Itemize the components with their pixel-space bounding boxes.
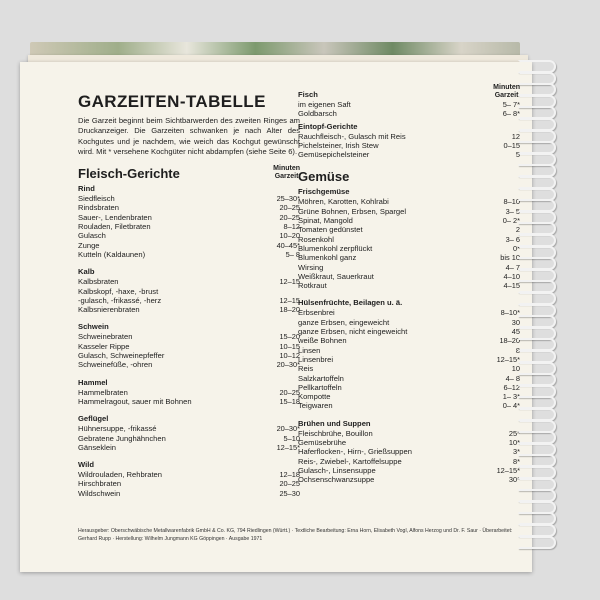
- item-time: 3*: [513, 447, 520, 457]
- item-label: Linsenbrei: [298, 354, 334, 364]
- item-label: Kalbskopf, -haxe, -brust: [78, 286, 159, 296]
- item-time: 45: [511, 327, 520, 337]
- item-time: 8–10*: [500, 308, 520, 318]
- item-label: Erbsenbrei: [298, 308, 335, 318]
- item-label: Kalbsnierenbraten: [78, 305, 140, 315]
- item-time: 12–15*: [496, 465, 520, 475]
- item-label: ganze Erbsen, eingeweicht: [298, 317, 390, 327]
- table-row: [78, 332, 300, 341]
- item-label: Gänseklein: [78, 442, 116, 452]
- item-time: 10–12: [279, 351, 300, 361]
- table-row: [78, 194, 300, 203]
- table-row: [298, 346, 520, 355]
- column-header: Minuten Garzeit: [493, 84, 520, 99]
- table-row: [78, 424, 300, 433]
- column-header: Minuten Garzeit: [273, 165, 300, 181]
- table-row: [298, 132, 520, 141]
- table-row: [78, 305, 300, 314]
- group-title: Hülsenfrüchte, Beilagen u. ä.: [298, 298, 403, 308]
- item-time: 0– 4*: [502, 401, 520, 411]
- table-row: [78, 213, 300, 222]
- item-label: Rauchfleisch-, Gulasch mit Reis: [298, 131, 406, 141]
- fisch-header: [298, 84, 520, 100]
- item-time: 8*: [513, 456, 520, 466]
- item-label: Sauer-, Lendenbraten: [78, 212, 152, 222]
- table-row: [78, 470, 300, 479]
- eintopf-title: Eintopf-Gerichte: [298, 121, 358, 131]
- item-time: 6– 8*: [502, 109, 520, 119]
- item-time: 12–18: [279, 470, 300, 480]
- item-time: 18–20: [499, 336, 520, 346]
- item-time: 8–10: [503, 197, 520, 207]
- table-row: [78, 277, 300, 286]
- item-label: Rindsbraten: [78, 203, 119, 213]
- item-time: 10–20: [279, 231, 300, 241]
- table-row: [298, 392, 520, 401]
- item-time: 4– 8: [505, 373, 520, 383]
- item-label: Salzkartoffeln: [298, 373, 344, 383]
- item-time: 20–30*: [276, 360, 300, 370]
- item-label: Tomaten gedünstet: [298, 225, 363, 235]
- item-label: Gulasch: [78, 231, 106, 241]
- item-time: 15–18: [279, 396, 300, 406]
- item-time: 10: [511, 364, 520, 374]
- table-row: [298, 141, 520, 150]
- item-label: Hühnersuppe, -frikassé: [78, 424, 157, 434]
- publisher-footer: Herausgeber: Oberschwäbische Metallwarenfabrik GmbH & Co. KG, 794 Riedlingen (Württ.) · Textliche Bearbeitung: Erna Horn, Elisabeth Vogl, Alfons Herzog und Dr. F. Saur · Überarbeitet: Gerhard Rupp · Herstellung: Wilhelm Jungmann KG Göppingen · Ausgabe 1971: [78, 528, 513, 542]
- item-label: Gemüsepichelsteiner: [298, 150, 370, 160]
- item-label: Schweinefüße, -ohren: [78, 360, 153, 370]
- item-time: 30*: [508, 475, 520, 485]
- item-label: Fleischbrühe, Bouillon: [298, 428, 373, 438]
- item-time: 8–12: [283, 222, 300, 232]
- table-row: [298, 355, 520, 364]
- item-label: Gulasch-, Linsensuppe: [298, 465, 376, 475]
- table-row: [298, 150, 520, 159]
- item-time: 25–30: [279, 488, 300, 498]
- intro-text: Die Garzeit beginnt beim Sichtbarwerden des zweiten Ringes am Druckanzeiger. Die Garzeiten schwanken je nach Alter des Kochgutes und je nachdem, wie weich das Kochgut gewünscht wird. Mit * versehene Kochgüter nicht abdampfen (siehe Seite 6).: [78, 116, 300, 156]
- item-label: Gulasch, Schweinepfeffer: [78, 351, 165, 361]
- item-label: -gulasch, -frikassé, -herz: [78, 295, 162, 305]
- item-time: 40–45*: [276, 240, 300, 250]
- item-time: 4– 7: [505, 262, 520, 272]
- item-time: 10*: [508, 438, 520, 448]
- item-label: Pichelsteiner, Irish Stew: [298, 140, 379, 150]
- group-title: Frischgemüse: [298, 187, 350, 197]
- group-title: Brühen und Suppen: [298, 418, 371, 428]
- table-row: [298, 263, 520, 272]
- item-time: 6–12: [503, 382, 520, 392]
- item-time: 15–20: [279, 332, 300, 342]
- item-label: Goldbarsch: [298, 109, 337, 119]
- item-label: Siedfleisch: [78, 194, 115, 204]
- item-time: 20–25: [279, 387, 300, 397]
- table-row: [298, 281, 520, 290]
- item-time: 12–15: [279, 295, 300, 305]
- item-time: 1– 3*: [502, 392, 520, 402]
- table-row: [298, 100, 520, 109]
- item-time: 20–25: [279, 479, 300, 489]
- gemuese-list: [298, 187, 520, 484]
- table-row: [298, 308, 520, 317]
- table-row: [78, 342, 300, 351]
- item-time: 4–15: [503, 281, 520, 291]
- item-label: Schweinebraten: [78, 332, 133, 342]
- item-time: 4–10: [503, 271, 520, 281]
- table-row: [78, 434, 300, 443]
- table-row: [298, 216, 520, 225]
- item-label: Blumenkohl ganz: [298, 253, 357, 263]
- table-row: [298, 447, 520, 456]
- item-label: Reis: [298, 364, 314, 374]
- table-row: [78, 479, 300, 488]
- table-row: [298, 272, 520, 281]
- table-row: [78, 287, 300, 296]
- item-time: 12–15: [279, 277, 300, 287]
- group-title: Geflügel: [78, 414, 109, 424]
- item-label: Kompotte: [298, 392, 331, 402]
- table-row: [78, 203, 300, 212]
- item-time: 3– 6: [505, 234, 520, 244]
- item-label: Blumenkohl zerpflückt: [298, 243, 373, 253]
- item-label: Ochsenschwanzsuppe: [298, 475, 375, 485]
- table-row: [298, 197, 520, 206]
- item-label: Gemüsebrühe: [298, 438, 347, 448]
- item-time: 2: [515, 225, 520, 235]
- table-row: [298, 244, 520, 253]
- item-label: Wildschwein: [78, 488, 121, 498]
- item-time: 5– 7*: [502, 100, 520, 109]
- item-label: Pellkartoffeln: [298, 382, 342, 392]
- item-time: 5–10: [283, 433, 300, 443]
- item-time: 3– 5: [505, 206, 520, 216]
- fisch-list: [298, 100, 520, 119]
- item-time: 0– 2*: [502, 216, 520, 226]
- item-label: Haferflocken-, Hirn-, Grießsuppen: [298, 447, 412, 457]
- item-label: Rosenkohl: [298, 234, 334, 244]
- item-label: Weißkraut, Sauerkraut: [298, 271, 374, 281]
- item-label: Zunge: [78, 240, 100, 250]
- table-row: [298, 429, 520, 438]
- group-title: Wild: [78, 460, 94, 470]
- table-row: [78, 388, 300, 397]
- item-label: Kalbsbraten: [78, 277, 119, 287]
- group-title: Schwein: [78, 322, 109, 332]
- table-row: [78, 489, 300, 498]
- table-row: [78, 250, 300, 259]
- item-time: 25*: [508, 428, 520, 438]
- table-row: [298, 327, 520, 336]
- fleisch-title: Fleisch-Gerichte: [78, 166, 180, 182]
- gemuese-header: [298, 170, 520, 184]
- item-label: Rouladen, Filetbraten: [78, 222, 151, 232]
- right-column: [298, 84, 520, 485]
- item-time: 0–15: [503, 140, 520, 150]
- eintopf-list: [298, 132, 520, 160]
- item-label: Kasseler Rippe: [78, 341, 130, 351]
- table-row: [298, 225, 520, 234]
- table-row: [298, 336, 520, 345]
- item-label: Hirschbraten: [78, 479, 122, 489]
- item-label: Gebratene Junghähnchen: [78, 433, 166, 443]
- item-label: Hammelragout, sauer mit Bohnen: [78, 396, 192, 406]
- group-title: Kalb: [78, 267, 95, 277]
- item-label: Rotkraut: [298, 281, 327, 291]
- item-label: im eigenen Saft: [298, 100, 351, 109]
- item-time: 20–25: [279, 212, 300, 222]
- item-time: 25–30*: [276, 194, 300, 204]
- table-row: [298, 253, 520, 262]
- table-row: [298, 235, 520, 244]
- item-time: 12–15*: [276, 442, 300, 452]
- item-time: bis 10: [500, 253, 520, 263]
- item-label: Kutteln (Kaldaunen): [78, 249, 146, 259]
- item-label: Grüne Bohnen, Erbsen, Spargel: [298, 206, 407, 216]
- fisch-title: Fisch: [298, 90, 318, 99]
- table-row: [78, 222, 300, 231]
- item-label: ganze Erbsen, nicht eingeweicht: [298, 327, 408, 337]
- item-label: weiße Bohnen: [298, 336, 347, 346]
- spiral-ring: [518, 536, 556, 549]
- table-row: [298, 475, 520, 484]
- item-time: 8: [515, 345, 520, 355]
- fleisch-header: [78, 165, 300, 181]
- item-time: 12: [511, 131, 520, 141]
- table-row: [78, 241, 300, 250]
- group-title: Hammel: [78, 377, 108, 387]
- item-label: Teigwaren: [298, 401, 333, 411]
- table-row: [78, 231, 300, 240]
- table-row: [298, 109, 520, 118]
- item-label: Wildrouladen, Rehbraten: [78, 470, 163, 480]
- item-label: Spinat, Mangold: [298, 216, 353, 226]
- table-row: [298, 383, 520, 392]
- left-column: [78, 92, 300, 498]
- table-row: [298, 457, 520, 466]
- table-row: [298, 401, 520, 410]
- item-label: Hammelbraten: [78, 387, 128, 397]
- item-time: 12–15*: [496, 354, 520, 364]
- table-row: [78, 351, 300, 360]
- page-title: GARZEITEN-TABELLE: [78, 92, 266, 111]
- item-label: Möhren, Karotten, Kohlrabi: [298, 197, 389, 207]
- item-time: 0*: [513, 243, 520, 253]
- item-label: Wirsing: [298, 262, 324, 272]
- group-title: Rind: [78, 184, 95, 194]
- item-time: 5: [515, 150, 520, 160]
- gemuese-title: Gemüse: [298, 169, 350, 185]
- table-row: [78, 397, 300, 406]
- recipe-page: [20, 62, 532, 572]
- table-row: [298, 438, 520, 447]
- table-row: [78, 360, 300, 369]
- table-row: [78, 443, 300, 452]
- item-time: 20–25: [279, 203, 300, 213]
- table-row: [298, 318, 520, 327]
- item-label: Reis-, Zwiebel-, Kartoffelsuppe: [298, 456, 402, 466]
- item-time: 10–15: [279, 341, 300, 351]
- table-row: [298, 207, 520, 216]
- item-label: Linsen: [298, 345, 321, 355]
- item-time: 18–20: [279, 305, 300, 315]
- item-time: 20–30*: [276, 424, 300, 434]
- fleisch-list: [78, 184, 300, 498]
- item-time: 5– 8: [285, 249, 300, 259]
- table-row: [298, 374, 520, 383]
- item-time: 30: [511, 317, 520, 327]
- table-row: [78, 296, 300, 305]
- table-row: [298, 364, 520, 373]
- table-row: [298, 466, 520, 475]
